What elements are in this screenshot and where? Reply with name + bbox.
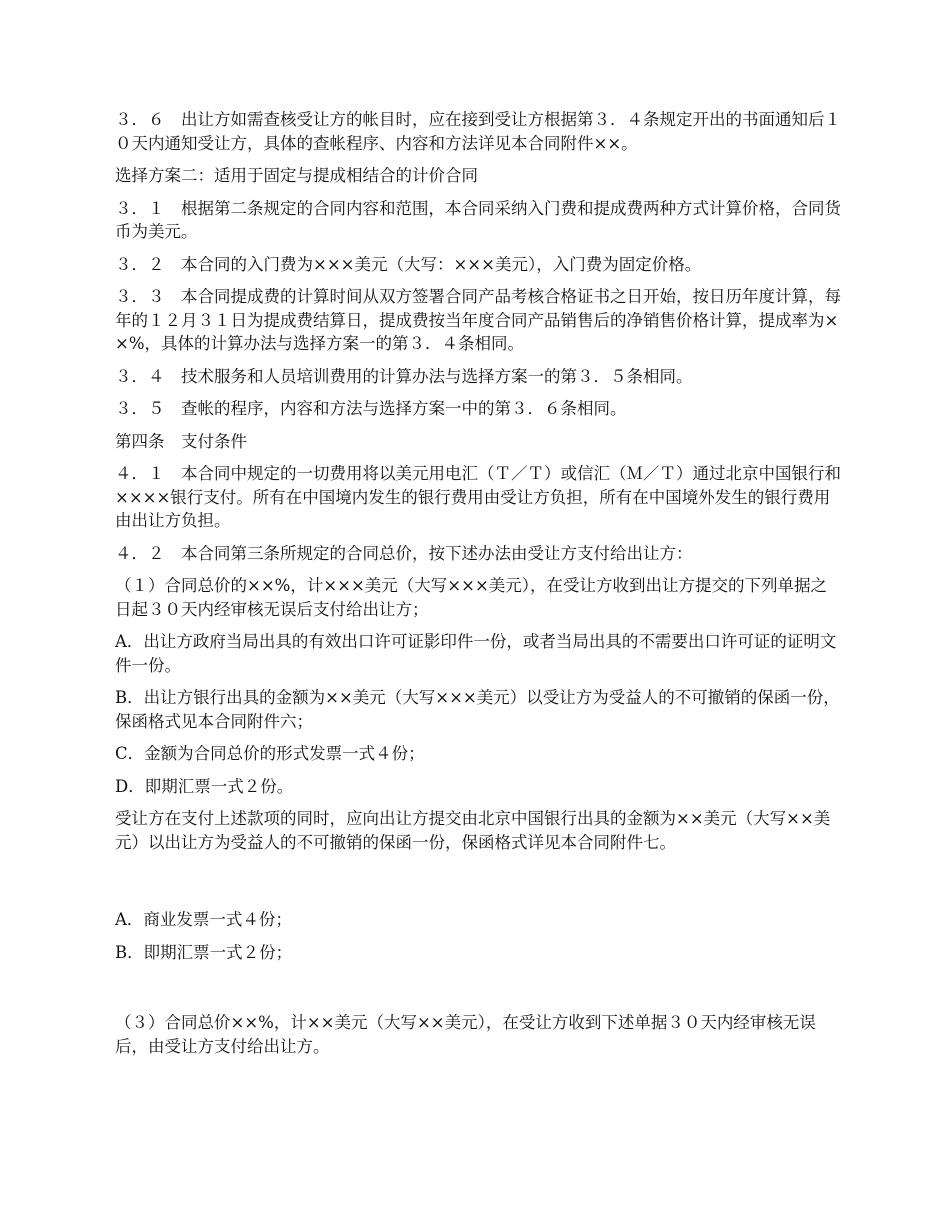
document-item-c: C．金额为合同总价的形式发票一式４份； <box>115 744 425 763</box>
clause-3-2: ３．２ 本合同的入门费为×××美元（大写：×××美元），入门费为固定价格。 <box>115 254 702 274</box>
clause-3-5: ３．５ 查帐的程序，内容和方法与选择方案一中的第３．６条相同。 <box>115 399 627 418</box>
option-two-heading: 选择方案二：适用于固定与提成相结合的计价合同 <box>115 166 478 185</box>
clause-3-1: ３．１ 根据第二条规定的合同内容和范围，本合同采纳入门费和提成费两种方式计算价格，合同货币为美元。 <box>115 198 841 241</box>
clause-3-4: ３．４ 技术服务和人员培训费用的计算办法与选择方案一的第３．５条相同。 <box>115 366 693 386</box>
document-item-a: A．出让方政府当局出具的有效出口许可证影印件一份，或者当局出具的不需要出口许可证的证明文件一份。 <box>115 632 837 675</box>
document-page <box>115 108 843 1067</box>
payment-item-1: （１）合同总价的××%，计×××美元（大写×××美元），在受让方收到出让方提交的下列单据之日起３０天内经审核无误后支付给出让方； <box>115 576 828 619</box>
blank-gap <box>115 863 843 908</box>
blank-gap <box>115 973 843 1011</box>
document-item-b: B．出让方银行出具的金额为××美元（大写×××美元）以受让方为受益人的不可撤销的保函一份，保函格式见本合同附件六； <box>115 688 840 731</box>
document-item-d: D．即期汇票一式２份。 <box>115 776 294 796</box>
document-item-b-2: B．即期汇票一式２份； <box>115 942 293 962</box>
document-item-a-2: A．商业发票一式４份； <box>115 910 292 929</box>
clause-4-1: ４．１ 本合同中规定的一切费用将以美元用电汇（Ｔ／Ｔ）或信汇（Ｍ／Ｔ）通过北京中国银行和××××银行支付。所有在中国境内发生的银行费用由受让方负担，所有在中国境外发生的银行费用由出让方负担。 <box>115 464 841 530</box>
clause-3-6: ３．６ 出让方如需查核受让方的帐目时，应在接到受让方根据第３．４条规定开出的书面通知后１０天内通知受让方，具体的查帐程序、内容和方法详见本合同附件××。 <box>115 110 841 153</box>
guarantee-paragraph: 受让方在支付上述款项的同时，应向出让方提交由北京中国银行出具的金额为××美元（大写××美元）以出让方为受益人的不可撤销的保函一份，保函格式详见本合同附件七。 <box>115 809 831 852</box>
clause-3-3: ３．３ 本合同提成费的计算时间从双方签署合同产品考核合格证书之日开始，按日历年度计算，每年的１２月３１日为提成费结算日，提成费按当年度合同产品销售后的净销售价格计算，提成率为××%，具体的计算办法与选择方案一的第３．４条相同。 <box>115 287 841 353</box>
clause-4-2: ４．２ 本合同第三条所规定的合同总价，按下述办法由受让方支付给出让方： <box>115 543 693 563</box>
article-four-heading: 第四条 支付条件 <box>115 431 247 451</box>
payment-item-3: （３）合同总价××%，计××美元（大写××美元），在受让方收到下述单据３０天内经审核无误后，由受让方支付给出让方。 <box>115 1013 816 1056</box>
